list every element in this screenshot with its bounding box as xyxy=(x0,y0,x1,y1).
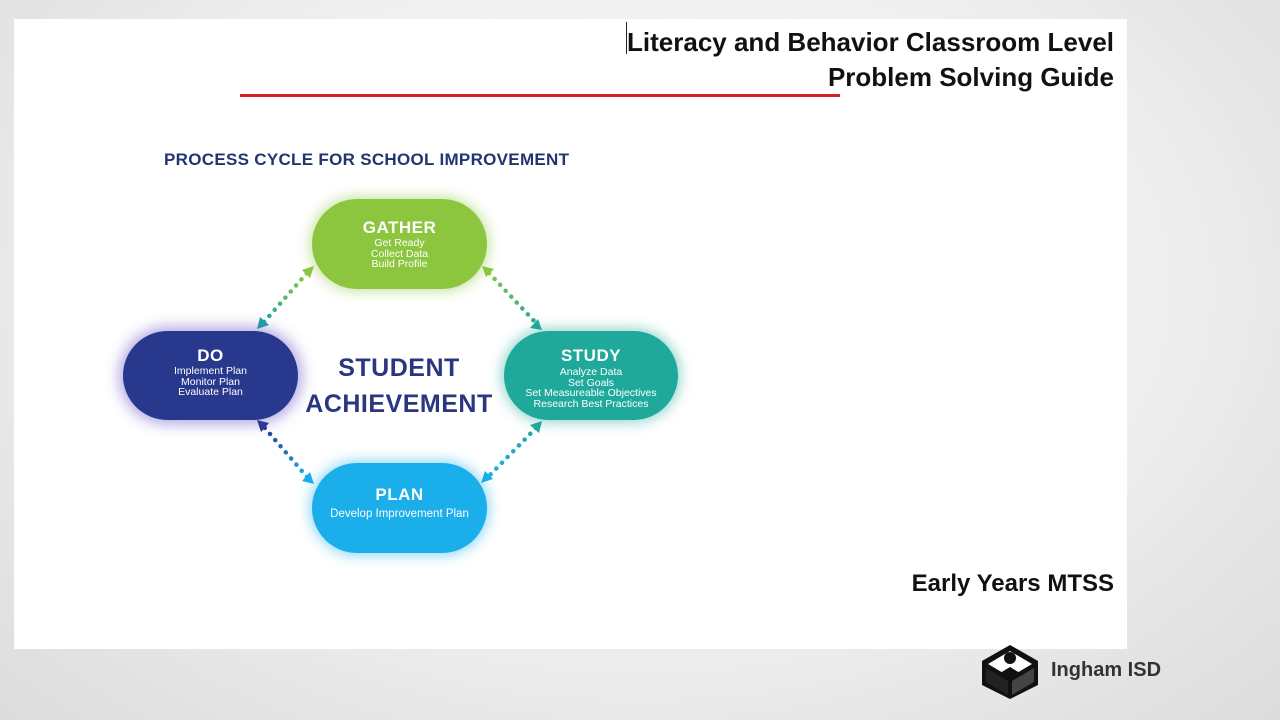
plan-node xyxy=(312,463,487,553)
slide-title-line1: Literacy and Behavior Classroom Level xyxy=(627,27,1114,57)
connector-gather-study xyxy=(482,266,542,330)
connector-do-gather xyxy=(257,266,314,329)
slide-title-line2: Problem Solving Guide xyxy=(827,62,1114,92)
study-step: Set Goals xyxy=(567,376,615,389)
center-label-line2: ACHIEVEMENT xyxy=(305,390,493,418)
gather-step: Collect Data xyxy=(370,247,429,260)
study-step: Analyze Data xyxy=(559,366,623,378)
do-step: Monitor Plan xyxy=(181,375,240,388)
do-title: DO xyxy=(197,346,224,365)
do-node xyxy=(123,331,298,420)
gather-title: GATHER xyxy=(362,218,437,237)
study-step: Set Measureable Objectives xyxy=(525,387,657,399)
title-underline-rule xyxy=(240,94,840,97)
gather-step: Build Profile xyxy=(371,258,428,270)
logo-text: Ingham ISD xyxy=(1051,659,1162,681)
do-step: Evaluate Plan xyxy=(178,386,243,398)
diagram-heading: PROCESS CYCLE FOR SCHOOL IMPROVEMENT xyxy=(164,150,570,169)
study-node xyxy=(504,331,678,420)
connector-plan-do xyxy=(257,420,314,484)
study-step: Research Best Practices xyxy=(533,397,649,410)
plan-title: PLAN xyxy=(375,485,424,504)
do-step: Implement Plan xyxy=(174,365,247,377)
ingham-isd-logo-icon xyxy=(978,643,1042,701)
slide-title[interactable] xyxy=(627,25,1114,95)
connector-study-plan xyxy=(481,421,542,483)
center-label-line1: STUDENT xyxy=(338,354,460,382)
gather-node xyxy=(312,199,487,289)
study-title: STUDY xyxy=(560,346,622,365)
footer-text[interactable]: Early Years MTSS xyxy=(911,570,1114,597)
slide xyxy=(14,19,1127,649)
gather-step: Get Ready xyxy=(374,237,425,249)
ingham-isd-logo xyxy=(978,643,1198,701)
plan-step: Develop Improvement Plan xyxy=(330,508,469,520)
center-label xyxy=(290,350,508,422)
